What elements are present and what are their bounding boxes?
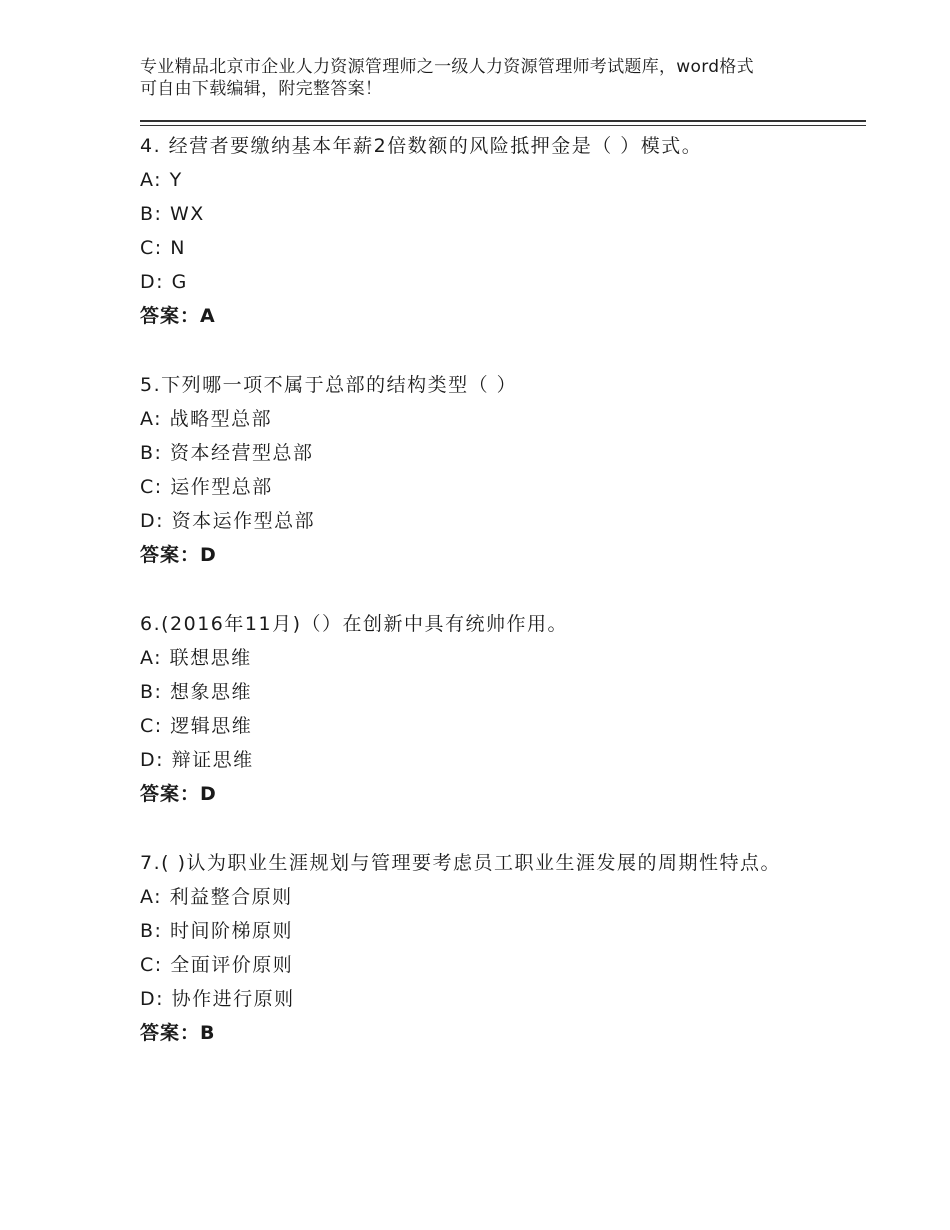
option-d: D: 协作进行原则 (140, 988, 295, 1010)
option-a: A: Y (140, 169, 183, 191)
answer-label: 答案：B (140, 1022, 216, 1044)
option-c: C: 运作型总部 (140, 476, 273, 498)
option-c: C: 全面评价原则 (140, 954, 294, 976)
option-c: C: 逻辑思维 (140, 715, 253, 737)
question-list (140, 129, 840, 1050)
option-b: B: WX (140, 203, 205, 225)
question-7 (140, 846, 840, 1050)
question-4 (140, 129, 840, 333)
option-b: B: 时间阶梯原则 (140, 920, 293, 942)
question-6 (140, 607, 840, 811)
spacer (140, 811, 840, 846)
option-d: D: 辩证思维 (140, 749, 254, 771)
spacer (140, 572, 840, 607)
option-d: D: G (140, 271, 188, 293)
header-line-2: 可自由下载编辑，附完整答案！ (140, 79, 383, 99)
answer-label: 答案：D (140, 783, 217, 805)
document-header (140, 56, 840, 100)
option-d: D: 资本运作型总部 (140, 510, 316, 532)
option-c: C: N (140, 237, 186, 259)
option-b: B: 想象思维 (140, 681, 252, 703)
option-a: A: 利益整合原则 (140, 886, 293, 908)
answer-label: 答案：A (140, 305, 216, 327)
question-stem: 6.(2016年11月)（）在创新中具有统帅作用。 (140, 613, 568, 635)
spacer (140, 333, 840, 368)
question-stem: 4. 经营者要缴纳基本年薪2倍数额的风险抵押金是（ ）模式。 (140, 135, 703, 157)
question-stem: 7.( )认为职业生涯规划与管理要考虑员工职业生涯发展的周期性特点。 (140, 852, 781, 874)
header-line-1: 专业精品北京市企业人力资源管理师之一级人力资源管理师考试题库，word格式 (140, 57, 754, 77)
answer-label: 答案：D (140, 544, 217, 566)
option-b: B: 资本经营型总部 (140, 442, 314, 464)
option-a: A: 战略型总部 (140, 408, 273, 430)
option-a: A: 联想思维 (140, 647, 252, 669)
question-5 (140, 368, 840, 572)
question-stem: 5.下列哪一项不属于总部的结构类型（ ） (140, 374, 518, 396)
header-divider (140, 120, 866, 126)
